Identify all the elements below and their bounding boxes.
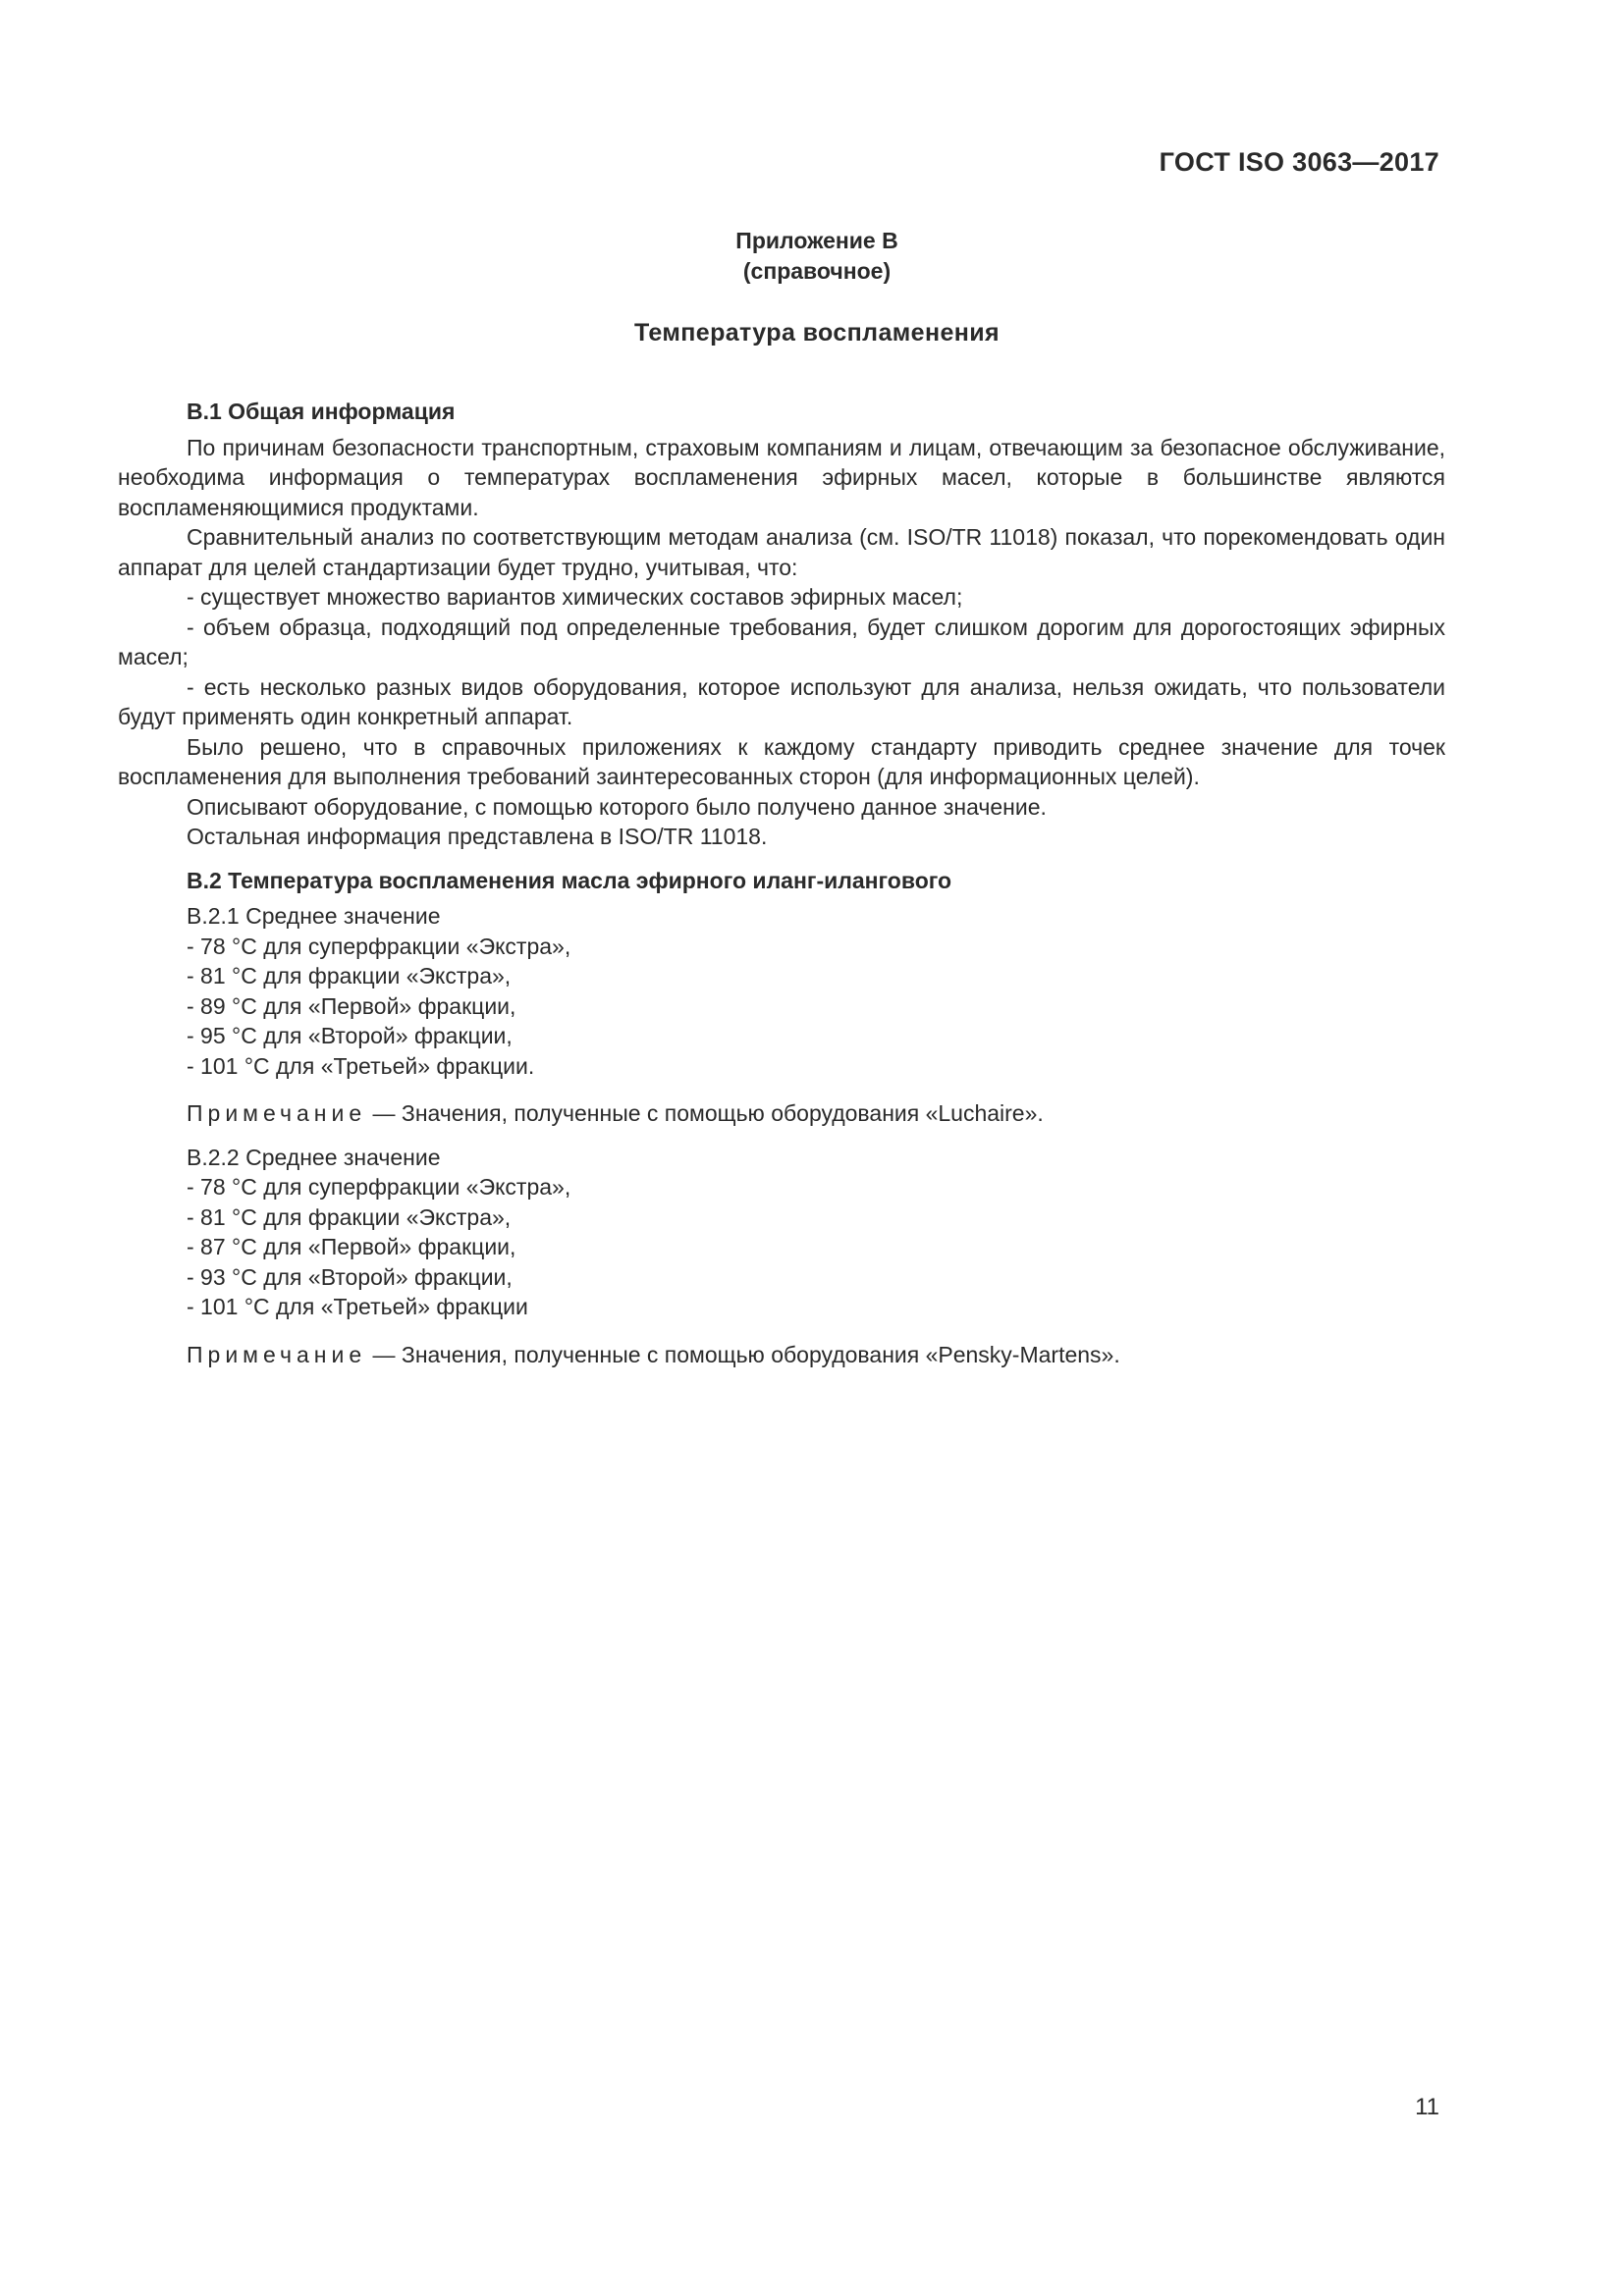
- paragraph: Сравнительный анализ по соответствующим методам анализа (см. ISO/TR 11018) показал, что порекомендовать один аппарат для целей стандартизации будет трудно, учитывая, что:: [118, 524, 1445, 580]
- section-b2-heading: В.2 Температура воспламенения масла эфирного иланг-илангового: [187, 867, 952, 893]
- paragraph: По причинам безопасности транспортным, страховым компаниям и лицам, отвечающим за безопасное обслуживание, необходима информация о температурах воспламенения эфирных масел, которые в большинстве являются воспламеняющимися продуктами.: [118, 434, 1445, 520]
- section-b1: [118, 397, 1445, 852]
- dash-list-item: - есть несколько разных видов оборудования, которое используют для анализа, нельзя ожидать, что пользователи будут применять один конкретный аппарат.: [118, 673, 1445, 729]
- subsection-b22: [118, 1143, 1445, 1370]
- document-body: [118, 397, 1445, 1383]
- annex-title: Температура воспламенения: [633, 319, 1001, 347]
- list-item: - 78 °С для суперфракции «Экстра»,: [187, 933, 571, 959]
- paragraph: Было решено, что в справочных приложениях к каждому стандарту приводить среднее значение для точек воспламенения для выполнения требований заинтересованных сторон (для информационных целей).: [118, 733, 1445, 789]
- dash-list-item: - объем образца, подходящий под определенные требования, будет слишком дорогим для дорогостоящих эфирных масел;: [118, 614, 1445, 669]
- list-item: - 101 °С для «Третьей» фракции: [187, 1294, 528, 1319]
- paragraph: Остальная информация представлена в ISO/TR 11018.: [187, 824, 768, 849]
- annex-status: (справочное): [742, 258, 892, 284]
- page-number: 11: [1415, 2094, 1439, 2120]
- note: [118, 1098, 1445, 1129]
- note-label: Примечание: [187, 1341, 367, 1367]
- list-item: - 87 °С для «Первой» фракции,: [187, 1234, 516, 1259]
- list-item: - 81 °С для фракции «Экстра»,: [187, 1203, 512, 1230]
- subsection-b21: [118, 901, 1445, 1129]
- list-item: - 89 °С для «Первой» фракции,: [187, 992, 516, 1019]
- note-text: — Значения, полученные с помощью оборудования «Luchaire».: [366, 1100, 1044, 1126]
- note-label: Примечание: [187, 1100, 367, 1126]
- annex-name: Приложение В: [735, 228, 898, 253]
- annex-heading: [0, 226, 1624, 287]
- note-text: — Значения, полученные с помощью оборудования «Pensky-Martens».: [366, 1341, 1120, 1367]
- list-item: - 95 °С для «Второй» фракции,: [187, 1023, 513, 1048]
- paragraph: Описывают оборудование, с помощью которого было получено данное значение.: [187, 793, 1047, 820]
- section-b1-heading: В.1 Общая информация: [187, 399, 456, 424]
- subsection-title: В.2.2 Среднее значение: [187, 1144, 441, 1170]
- list-item: - 101 °С для «Третьей» фракции.: [187, 1052, 535, 1079]
- note: [118, 1340, 1445, 1370]
- subsection-title: В.2.1 Среднее значение: [187, 903, 441, 929]
- list-item: - 81 °С для фракции «Экстра»,: [187, 963, 512, 988]
- dash-list-item: - существует множество вариантов химических составов эфирных масел;: [187, 584, 963, 610]
- standard-designation: ГОСТ ISO 3063—2017: [1159, 147, 1439, 177]
- list-item: - 93 °С для «Второй» фракции,: [187, 1263, 513, 1290]
- list-item: - 78 °С для суперфракции «Экстра»,: [187, 1174, 571, 1200]
- section-b2: [118, 866, 1445, 1370]
